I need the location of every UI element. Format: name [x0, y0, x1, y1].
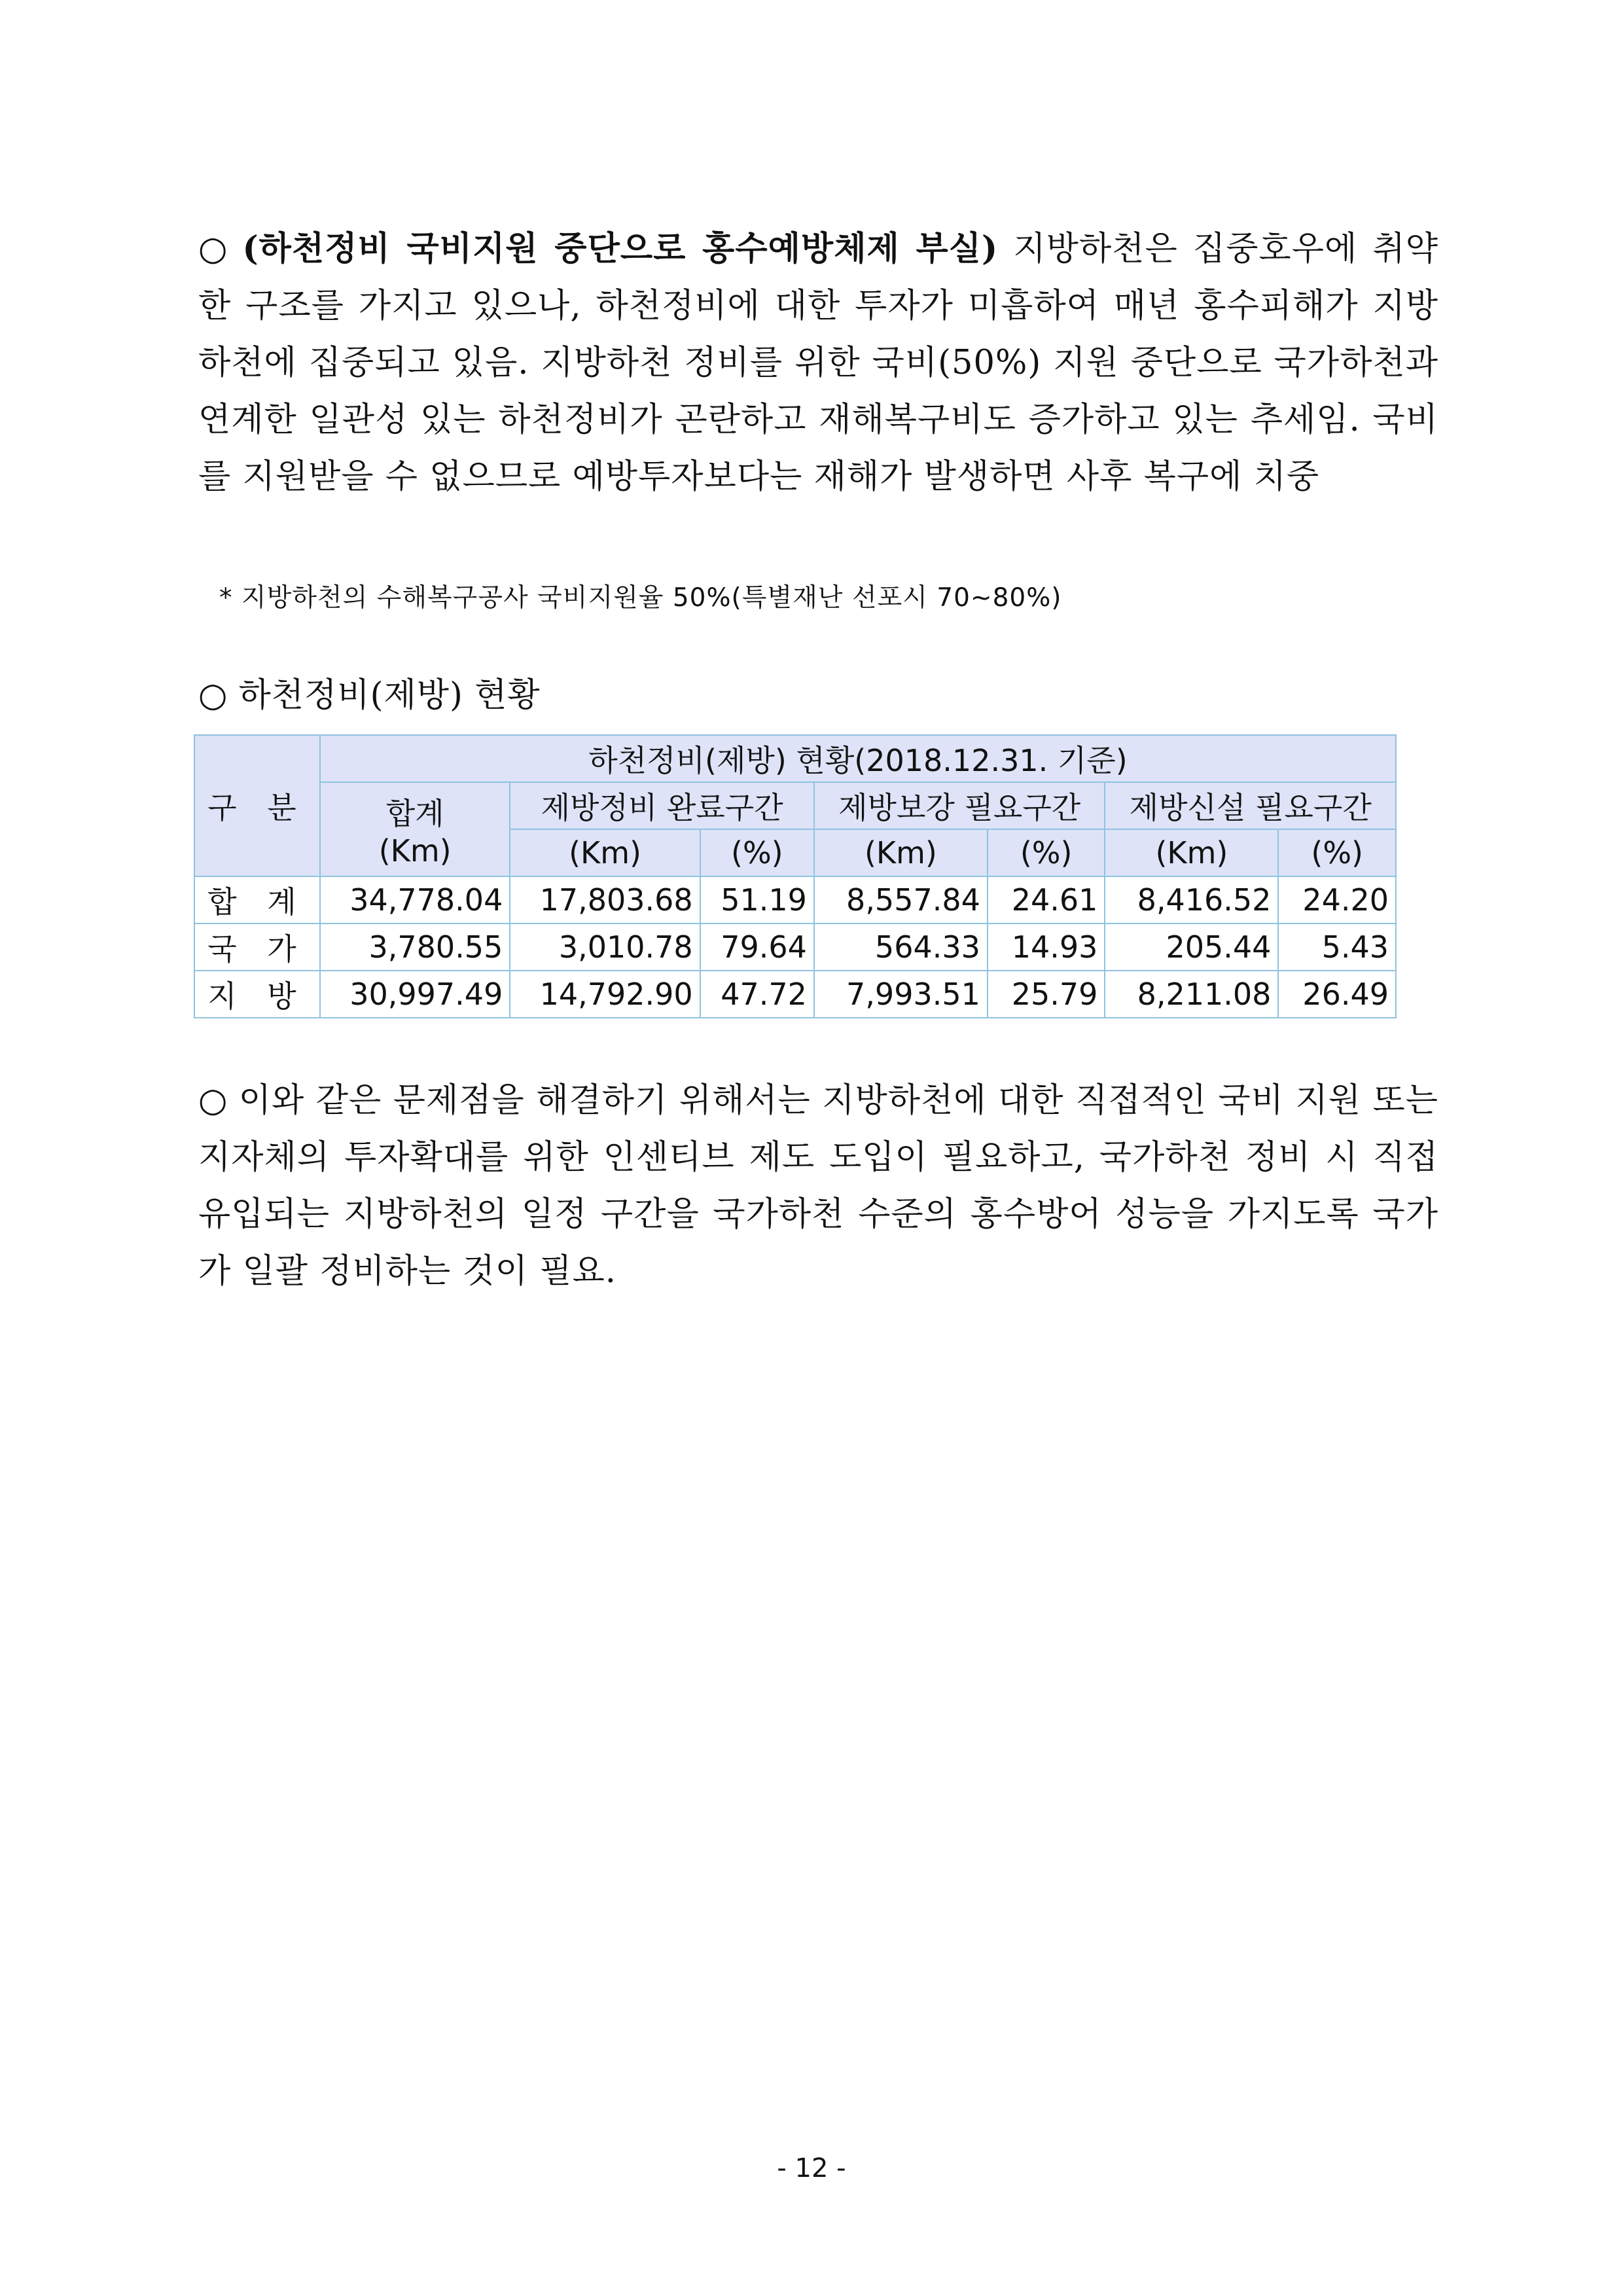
table-group-header: 제방정비 완료구간: [510, 782, 814, 829]
table-cell: 47.72: [700, 971, 814, 1018]
unit-header-pct: (%): [988, 829, 1105, 876]
unit-header-km: (Km): [510, 829, 700, 876]
levee-status-table: [194, 734, 1397, 1018]
table-group-header: 제방신설 필요구간: [1105, 782, 1396, 829]
table-cell: 8,416.52: [1105, 876, 1278, 924]
total-header-label: 합계: [385, 796, 444, 831]
table-cell: 8,557.84: [814, 876, 988, 924]
table-cell: 205.44: [1105, 924, 1278, 971]
table-cell: 17,803.68: [510, 876, 700, 924]
table-cell: 8,211.08: [1105, 971, 1278, 1018]
table-group-header: 제방보강 필요구간: [814, 782, 1105, 829]
table-row: [194, 971, 1396, 1018]
table-total-header: [320, 782, 510, 876]
section-heading-status: [198, 668, 1438, 716]
row-label: 지 방: [194, 971, 320, 1018]
bullet-marker: ○: [198, 676, 228, 715]
levee-status-table-container: [194, 734, 1397, 1018]
table-cell: 51.19: [700, 876, 814, 924]
row-label: 국 가: [194, 924, 320, 971]
table-corner-header: 구 분: [194, 735, 320, 876]
bullet-marker: ○: [198, 230, 232, 268]
table-cell: 30,997.49: [320, 971, 510, 1018]
table-title-header: 하천정비(제방) 현황(2018.12.31. 기준): [320, 735, 1396, 782]
table-cell: 5.43: [1278, 924, 1396, 971]
table-cell: 3,010.78: [510, 924, 700, 971]
paragraph-recommendation: [198, 1072, 1438, 1300]
footnote-subsidy-rate: * 지방하천의 수해복구공사 국비지원율 50%(특별재난 선포시 70∼80%): [219, 583, 1062, 613]
paragraph-body: 이와 같은 문제점을 해결하기 위해서는 지방하천에 대한 직접적인 국비 지원 또는 지자체의 투자확대를 위한 인센티브 제도 도입이 필요하고, 국가하천 정비 시 직접 유입되는 지방하천의 일정 구간을 국가하천 수준의 홍수방어 성능을 가지도록 국가가 일괄 정비하는 것이 필요.: [198, 1081, 1438, 1291]
section-heading-text: 하천정비(제방) 현황: [238, 676, 541, 715]
table-row: [194, 924, 1396, 971]
table-cell: 79.64: [700, 924, 814, 971]
bullet-marker: ○: [198, 1081, 228, 1120]
table-cell: 24.61: [988, 876, 1105, 924]
total-header-unit: (Km): [378, 833, 452, 869]
table-cell: 3,780.55: [320, 924, 510, 971]
table-cell: 34,778.04: [320, 876, 510, 924]
paragraph-bold-lead: (하천정비 국비지원 중단으로 홍수예방체제 부실): [242, 229, 999, 268]
table-cell: 564.33: [814, 924, 988, 971]
table-cell: 26.49: [1278, 971, 1396, 1018]
table-cell: 14,792.90: [510, 971, 700, 1018]
table-cell: 25.79: [988, 971, 1105, 1018]
paragraph-flood-prevention: [198, 221, 1438, 505]
unit-header-pct: (%): [700, 829, 814, 876]
table-row: [194, 876, 1396, 924]
unit-header-km: (Km): [1105, 829, 1278, 876]
table-cell: 7,993.51: [814, 971, 988, 1018]
paragraph-body: 지방하천은 집중호우에 취약한 구조를 가지고 있으나, 하천정비에 대한 투자가 미흡하여 매년 홍수피해가 지방하천에 집중되고 있음. 지방하천 정비를 위한 국비(50%) 지원 중단으로 국가하천과 연계한 일관성 있는 하천정비가 곤란하고 재해복구비도 증가하고 있는 추세임. 국비를 지원받을 수 없으므로 예방투자보다는 재해가 발생하면 사후 복구에 치중: [198, 230, 1439, 496]
page-number: - 12 -: [777, 2153, 846, 2183]
table-cell: 24.20: [1278, 876, 1396, 924]
unit-header-pct: (%): [1278, 829, 1396, 876]
row-label: 합 계: [194, 876, 320, 924]
unit-header-km: (Km): [814, 829, 988, 876]
table-cell: 14.93: [988, 924, 1105, 971]
